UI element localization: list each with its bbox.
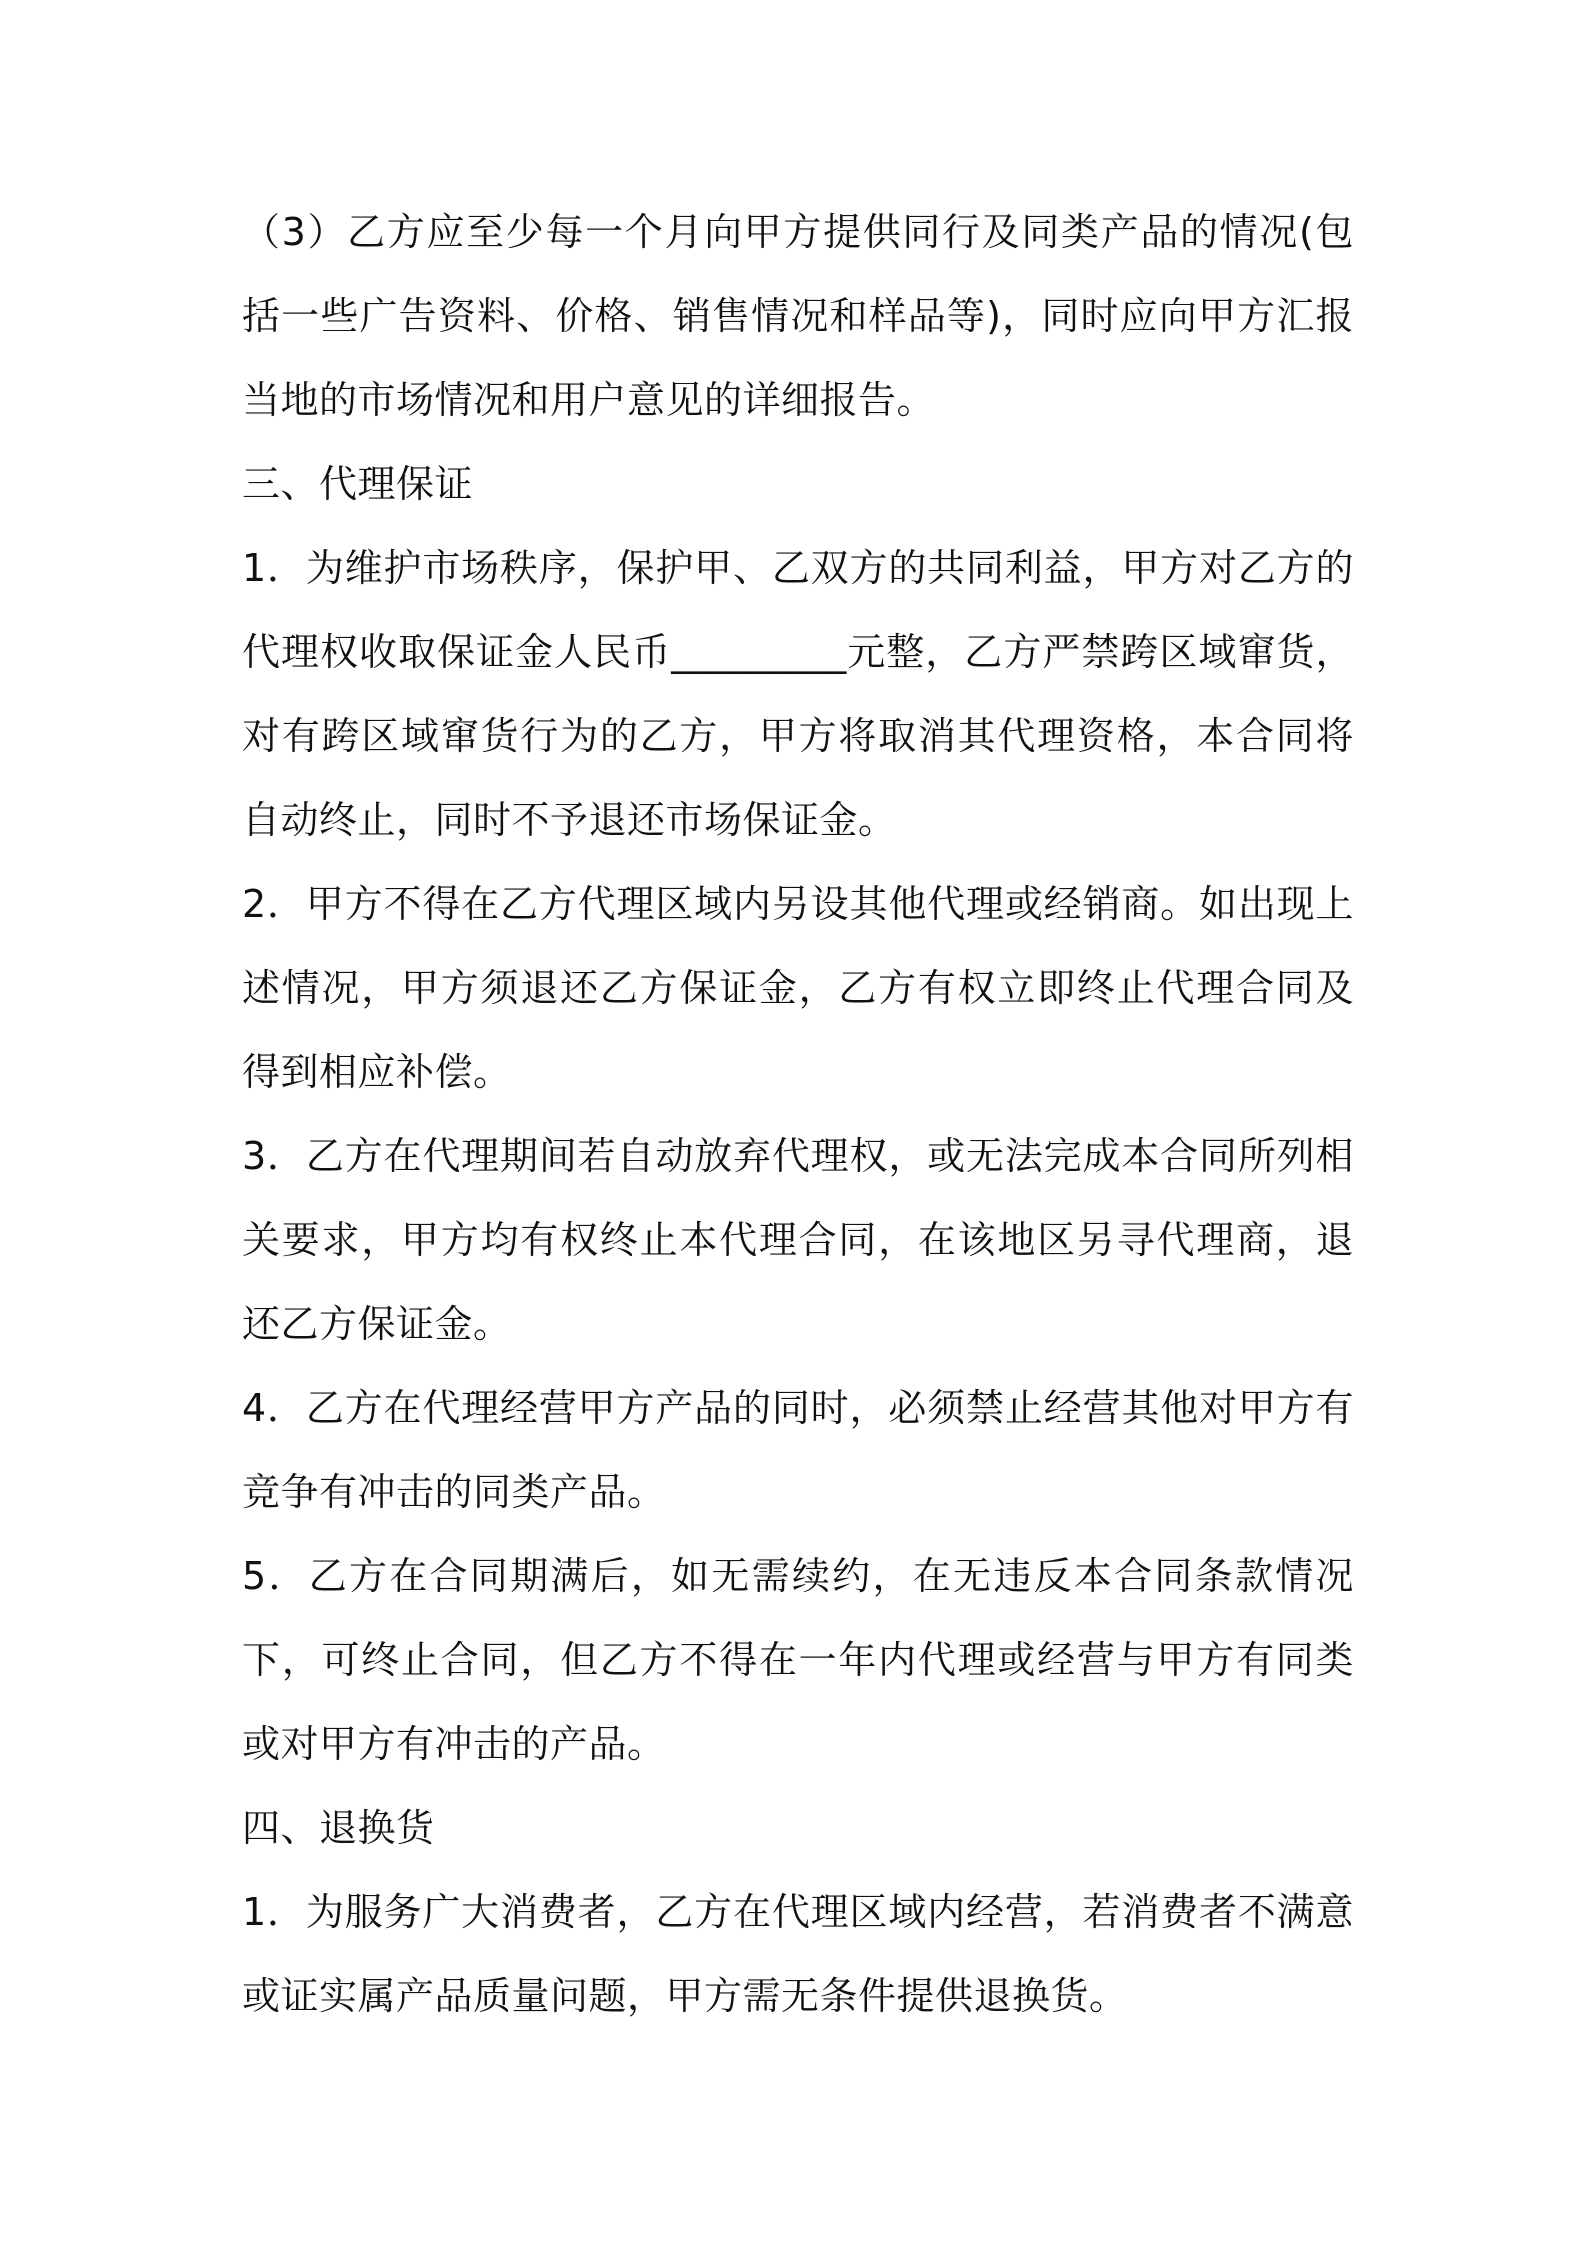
clause-3-1: 1．为维护市场秩序，保护甲、乙双方的共同利益，甲方对乙方的代理权收取保证金人民币_________元整，乙方严禁跨区域窜货，对有跨区域窜货行为的乙方，甲方将取消其代理资格，本合同将自动终止，同时不予退还市场保证金。: [242, 546, 1354, 842]
clause-3-3: 3．乙方在代理期间若自动放弃代理权，或无法完成本合同所列相关要求，甲方均有权终止本代理合同，在该地区另寻代理商，退还乙方保证金。: [242, 1134, 1354, 1346]
section-4-heading: 四、退换货: [242, 1806, 435, 1850]
document-page: [242, 190, 1354, 2038]
clause-4-1: 1．为服务广大消费者，乙方在代理区域内经营，若消费者不满意或证实属产品质量问题，甲方需无条件提供退换货。: [242, 1890, 1354, 2018]
clause-2-3: （3）乙方应至少每一个月向甲方提供同行及同类产品的情况(包括一些广告资料、价格、销售情况和样品等)，同时应向甲方汇报当地的市场情况和用户意见的详细报告。: [242, 210, 1354, 422]
clause-3-4: 4．乙方在代理经营甲方产品的同时，必须禁止经营其他对甲方有竞争有冲击的同类产品。: [242, 1386, 1354, 1514]
section-3-heading: 三、代理保证: [242, 462, 474, 506]
clause-3-2: 2．甲方不得在乙方代理区域内另设其他代理或经销商。如出现上述情况，甲方须退还乙方保证金，乙方有权立即终止代理合同及得到相应补偿。: [242, 882, 1354, 1094]
clause-3-5: 5．乙方在合同期满后，如无需续约，在无违反本合同条款情况下，可终止合同，但乙方不得在一年内代理或经营与甲方有同类或对甲方有冲击的产品。: [242, 1554, 1354, 1766]
